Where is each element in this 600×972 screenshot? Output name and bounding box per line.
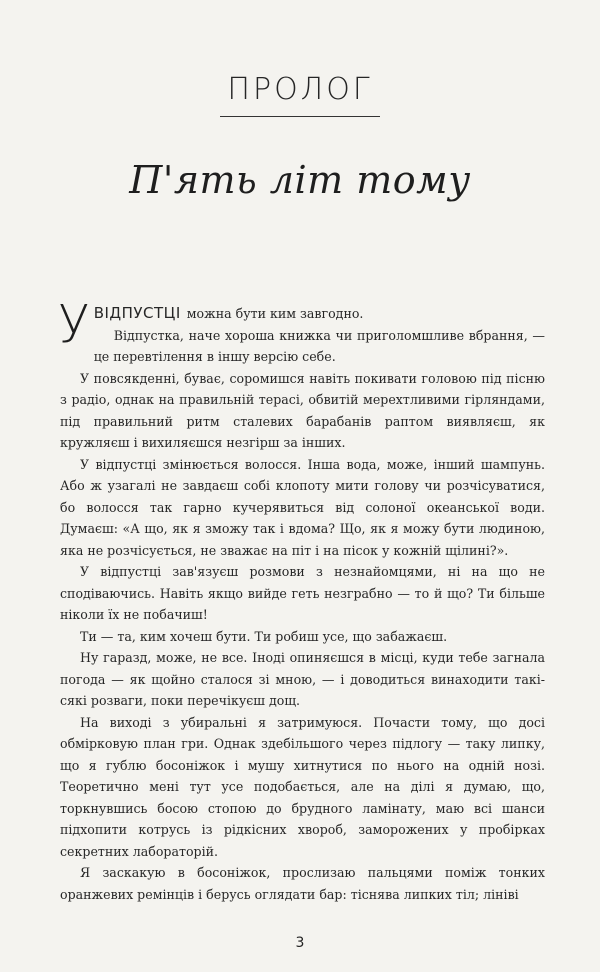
paragraph: Ну гаразд, може, не все. Іноді опиняєшся в місці, куди тебе загнала погода — як щойно сталося зі мною, — і доводиться винаходити такі-сякі розваги, поки перечікуєш дощ.	[60, 650, 545, 708]
paragraph: Я заскакую в босоніжок, прослизаю пальцями поміж тонких оранжевих ремінців і берусь оглядати бар: тіснява липких тіл; лініві	[60, 865, 545, 902]
paragraph: У повсякденні, буває, соромишся навіть покивати головою під пісню з радіо, однак на правильній терасі, обвитій мерехтливими гірляндами, під правильний ритм сталевих барабанів раптом виявляєш, як кружляєш і вихиляєшся незгірш за інших.	[60, 370, 545, 450]
paragraph: Відпустка, наче хороша книжка чи приголомшливе вбрання, — це перевтілення в іншу версію себе.	[93, 327, 545, 364]
chapter-label: ПРОЛОГ	[227, 72, 373, 107]
first-paragraph-text: можна бути ким завгодно.	[186, 306, 364, 321]
paragraph: Ти — та, ким хочеш бути. Ти робиш усе, що забажаєш.	[80, 628, 448, 644]
chapter-subtitle: П'ять літ тому	[129, 158, 471, 202]
lead-word: ВІДПУСТЦІ	[93, 304, 181, 322]
page-number: 3	[295, 935, 305, 951]
paragraph: На виході з убиральні я затримуюся. Почасти тому, що досі обмірковую план гри. Однак здебільшого через підлогу — таку липку, що я гублю босоніжок і мушу хитнутися по нього на одній нозі. Теоретично мені тут усе подобається, але на ділі я думаю, що, торкнувшись босою стопою до брудного ламінату, маю всі шанси підхопити котрусь із рідкісних хвороб, заморожених у пробірках секретних лабораторій.	[60, 714, 545, 859]
body-text	[58, 295, 545, 905]
paragraph: У відпустці зав'язуєш розмови з незнайомцями, ні на що не сподіваючись. Навіть якщо вийде геть незграбно — то й що? Ти більше ніколи їх не побачиш!	[60, 564, 545, 622]
drop-cap: У	[58, 295, 90, 355]
chapter-divider	[220, 116, 380, 117]
paragraph: У відпустці змінюється волосся. Інша вода, може, інший шампунь. Або ж узагалі не завдаєш собі клопоту мити голову чи розчісуватися, бо волосся так гарно кучерявиться від солоної океанської води. Думаєш: «А що, як я зможу так і вдома? Що, як я можу бути людиною, яка не розчісується, не зважає на піт і на пісок у кожній щілині?».	[60, 456, 545, 558]
